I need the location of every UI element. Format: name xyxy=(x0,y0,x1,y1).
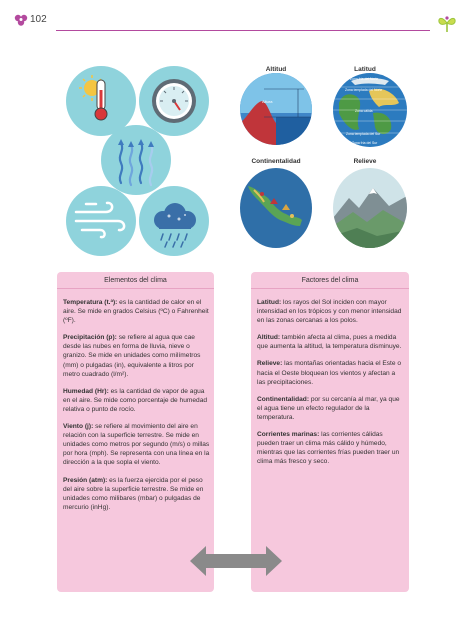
element-term: Temperatura (t.ª): xyxy=(63,299,118,306)
element-text: es la fuerza ejercida por el peso del aire sobre la superficie terrestre. Se mide en unidades como milibares (mbar) o pulgadas de mercurio (inHg). xyxy=(63,476,204,511)
latitud-zone-label: Zona templada del Sur xyxy=(346,132,381,136)
continentalidad-title: Continentalidad xyxy=(251,158,301,165)
elementos-panel xyxy=(57,272,214,592)
factor-text: las montañas orientadas hacia el Este o hacia el Oeste bloquean los vientos y afectan a las precipitaciones. xyxy=(257,360,402,386)
wind-illustration xyxy=(66,186,136,256)
latitud-title: Latitud xyxy=(354,66,376,73)
element-term: Presión (atm): xyxy=(63,476,108,484)
altitud-label: Altura xyxy=(262,99,273,104)
latitud-zone-label: Zona cálida xyxy=(355,109,373,113)
factores-heading: Factores del clima xyxy=(301,277,359,284)
barometer-illustration xyxy=(139,66,209,136)
factor-item xyxy=(257,395,405,422)
sprout-logo-icon xyxy=(436,12,458,34)
altitud-illustration xyxy=(240,73,312,145)
element-item xyxy=(63,422,210,467)
factor-term: Corrientes marinas: xyxy=(257,431,320,439)
element-term: Humedad (Hr): xyxy=(63,387,109,395)
factor-item xyxy=(257,359,405,386)
element-text: es la cantidad de calor en el aire. Se mide en grados Celsius (ºC) o Fahrenheit (ºF). xyxy=(63,299,209,325)
flower-icon xyxy=(14,13,28,27)
element-item xyxy=(63,476,210,512)
factor-item xyxy=(257,430,405,466)
latitud-zone-label: Zona fría del Norte xyxy=(350,77,379,81)
altitud-title: Altitud xyxy=(265,66,287,73)
double-arrow-icon xyxy=(190,546,282,576)
factor-item xyxy=(257,333,405,351)
factor-text: por su cercanía al mar, ya que el agua tiene un efecto regulador de la temperatura. xyxy=(257,395,400,421)
element-term: Viento (j): xyxy=(63,423,94,431)
latitud-zone-label: Zona templada del Norte xyxy=(345,88,383,92)
rain-cloud-illustration xyxy=(139,186,209,256)
factores-panel xyxy=(251,272,409,592)
element-item xyxy=(63,333,210,378)
element-item xyxy=(63,298,210,325)
element-text: se refiere al agua que cae desde las nubes en forma de lluvia, nieve o granizo. Se mide en unidades como milímetros (mm) o pulgadas (in), equivalente a litros por metro cuadrado (l/m²). xyxy=(63,334,201,378)
element-item xyxy=(63,387,210,414)
factor-item xyxy=(257,298,405,325)
factor-term: Relieve: xyxy=(257,360,283,368)
relieve-title: Relieve xyxy=(353,158,377,165)
factor-term: Altitud: xyxy=(257,334,281,342)
element-term: Precipitación (p): xyxy=(63,334,117,342)
factor-text: las corrientes cálidas pueden traer un clima más cálido y húmedo, mientras que las corrientes frías pueden traer un clima más fresco y seco. xyxy=(257,431,400,466)
page-number: 102 xyxy=(30,14,47,25)
elementos-heading: Elementos del clima xyxy=(104,277,167,284)
header-divider xyxy=(56,30,430,31)
relieve-mountains-illustration xyxy=(333,168,407,248)
panel-divider xyxy=(251,288,409,289)
humidity-vapor-illustration xyxy=(101,125,171,195)
continentalidad-map-illustration xyxy=(240,168,312,248)
factor-term: Continentalidad: xyxy=(257,395,310,403)
latitud-zone-label: Zona fría del Sur xyxy=(352,141,378,145)
element-text: se refiere al movimiento del aire en relación con la superficie terrestre. Se mide en unidades como metros por segundo (m/s) o millas por hora (mph). Se representa con una línea en la dirección a la que sopla el viento. xyxy=(63,423,210,467)
element-text: es la cantidad de vapor de agua en el aire. Se mide como porcentaje de humedad relativa o punto de rocío. xyxy=(63,387,208,413)
factor-text: los rayos del Sol inciden con mayor intensidad en los trópicos y con menor intensidad en las zonas cercanas a los polos. xyxy=(257,299,402,325)
factor-term: Latitud: xyxy=(257,299,282,306)
factor-text: también afecta al clima, pues a medida que aumenta la altitud, la temperatura disminuye. xyxy=(257,334,402,351)
page-header xyxy=(14,12,460,34)
panel-divider xyxy=(57,288,214,289)
